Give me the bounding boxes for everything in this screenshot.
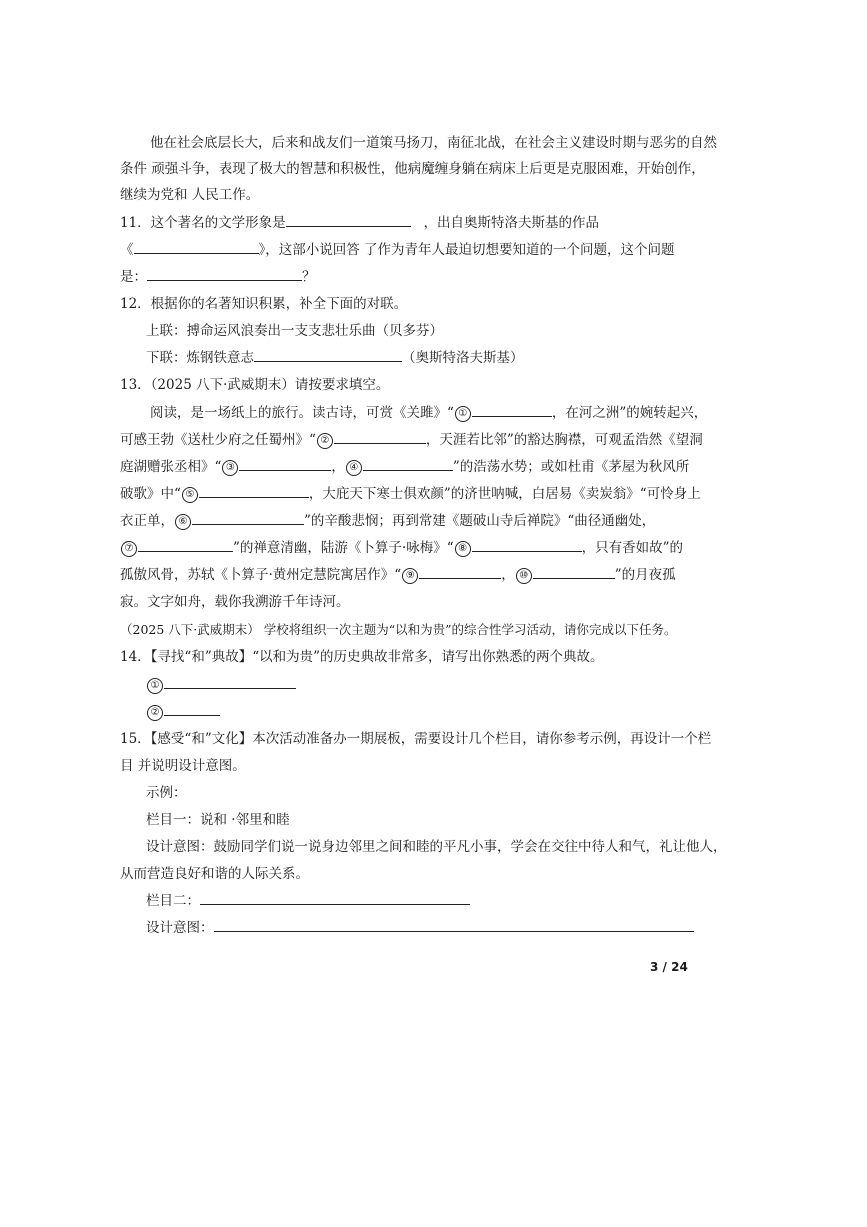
q13-blank-2[interactable] [334, 429, 426, 444]
q13-line-6: ⑦ ”的禅意清幽，陆游《卜算子·咏梅》“ ⑧ ，只有香如故”的 [120, 537, 683, 559]
q11-blank-question[interactable] [147, 266, 302, 281]
q13-blank-5[interactable] [199, 483, 309, 498]
q11-blank-book[interactable] [134, 239, 259, 254]
q15-intent-1a: 设计意图：鼓励同学们说一说身边邻里之间和睦的平凡小事，学会在交往中待人和气，礼让他人， [146, 839, 727, 855]
q14-answer-1 [146, 674, 296, 696]
q12-title: 12．根据你的名著知识积累，补全下面的对联。 [120, 296, 408, 312]
blank-marker-10: ⑩ [516, 568, 532, 584]
intro-line-1: 他在社会底层长大，后来和战友们一道策马扬刀，南征北战，在社会主义建设时期与恶劣的自然 [150, 135, 717, 151]
q13-line-1: 阅读，是一场纸上的旅行。读古诗，可赏《关雎》“ ① ，在河之洲”的婉转起兴， [150, 402, 707, 424]
q13-blank-9[interactable] [419, 564, 501, 579]
q14-blank-1[interactable] [164, 674, 296, 689]
q13-line-8: 寂。文字如舟，载你我溯游千年诗河。 [120, 594, 350, 610]
blank-marker-9: ⑨ [402, 568, 418, 584]
q13-line-5: 衣正单， ⑥ ”的辛酸悲悯；再到常建《题破山寺后禅院》“曲径通幽处， [120, 510, 655, 532]
q13-title: 13．（2025 八下·武威期末）请按要求填空。 [120, 377, 390, 393]
intro-line-2: 条件 顽强斗争，表现了极大的智慧和积极性，他病魔缠身躺在病床上后更是克服困难，开始创作， [120, 161, 705, 177]
answer-marker-1: ① [147, 678, 163, 694]
activity-context: （2025 八下·武威期末） 学校将组织一次主题为“以和为贵”的综合性学习活动，请你完成以下任务。 [120, 622, 677, 637]
q13-blank-7[interactable] [138, 537, 233, 552]
blank-marker-4: ④ [346, 460, 362, 476]
q13-blank-1[interactable] [472, 402, 552, 417]
blank-marker-2: ② [317, 433, 333, 449]
q12-lower-couplet: 下联：炼钢铁意志 （奥斯特洛夫斯基） [146, 347, 524, 369]
q15-blank-intent[interactable] [214, 917, 694, 932]
blank-marker-1: ① [455, 406, 471, 422]
q13-line-4: 破歌》中“ ⑤ ，大庇天下寒士俱欢颜”的济世呐喊，白居易《卖炭翁》“可怜身上 [120, 483, 701, 505]
q13-blank-3[interactable] [239, 456, 331, 471]
blank-marker-3: ③ [222, 460, 238, 476]
q15-column-2: 栏目二： [146, 890, 470, 912]
blank-marker-8: ⑧ [455, 541, 471, 557]
q13-line-2: 可感王勃《送杜少府之任蜀州》“ ② ，天涯若比邻”的豁达胸襟，可观孟浩然《望洞 [120, 429, 703, 451]
q15-intent-2: 设计意图： [146, 917, 694, 939]
page-number: 3 / 24 [650, 960, 688, 974]
q11-line-3: 是： ？ [120, 266, 316, 288]
q14-title: 14．【寻找“和”典故】“以和为贵”的历史典故非常多，请写出你熟悉的两个典故。 [120, 649, 604, 665]
q13-blank-4[interactable] [363, 456, 453, 471]
q12-upper-couplet: 上联：搏命运风浪奏出一支支悲壮乐曲（贝多芬） [146, 323, 443, 339]
q13-blank-10[interactable] [533, 564, 615, 579]
q15-blank-column[interactable] [200, 890, 470, 905]
q15-intent-1b: 从而营造良好和谐的人际关系。 [120, 866, 309, 882]
answer-marker-2: ② [147, 705, 163, 721]
q13-line-7: 孤傲风骨，苏轼《卜算子·黄州定慧院寓居作》“ ⑨ ， ⑩ ”的月夜孤 [120, 564, 676, 586]
q11-blank-character[interactable] [286, 212, 411, 227]
q14-blank-2[interactable] [164, 701, 220, 716]
q13-blank-8[interactable] [472, 537, 582, 552]
q15-column-1: 栏目一：说和 ·邻里和睦 [146, 812, 290, 828]
q15-line-2: 目 并说明设计意图。 [120, 758, 246, 774]
intro-line-3: 继续为党和 人民工作。 [120, 187, 260, 203]
q13-line-3: 庭湖赠张丞相》“ ③ ， ④ ”的浩荡水势；或如杜甫《茅屋为秋风所 [120, 456, 689, 478]
q15-line-1: 15．【感受“和”文化】本次活动准备办一期展板，需要设计几个栏目，请你参考示例，再设计一个栏 [120, 731, 712, 747]
q15-example-label: 示例： [146, 785, 187, 801]
q11-line-2: 《 》，这部小说回答 了作为青年人最迫切想要知道的一个问题，这个问题 [120, 239, 675, 261]
q12-blank[interactable] [254, 347, 402, 362]
q13-blank-6[interactable] [192, 510, 304, 525]
blank-marker-5: ⑤ [182, 487, 198, 503]
q14-answer-2 [146, 701, 220, 723]
blank-marker-6: ⑥ [175, 514, 191, 530]
q11-line-1: 11．这个著名的文学形象是 ，出自奥斯特洛夫斯基的作品 [120, 212, 599, 234]
blank-marker-7: ⑦ [121, 541, 137, 557]
